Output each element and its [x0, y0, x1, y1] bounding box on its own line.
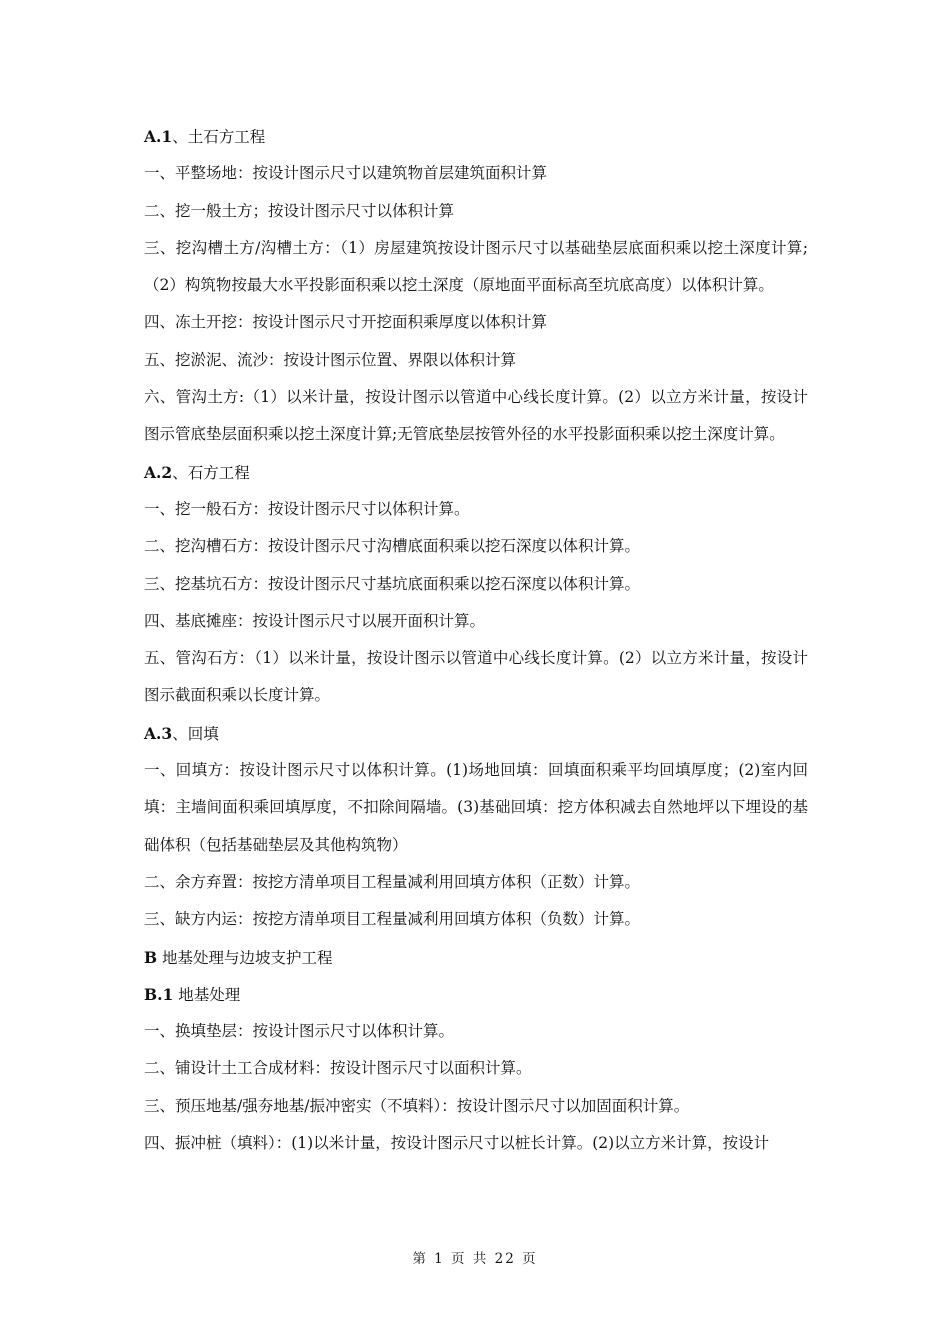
list-item: 三、挖基坑石方：按设计图示尺寸基坑底面积乘以挖石深度以体积计算。	[144, 574, 641, 593]
section-heading-b1	[144, 976, 808, 1013]
list-item: 二、余方弃置：按挖方清单项目工程量减利用回填方体积（正数）计算。	[144, 872, 641, 891]
section-heading-a1	[144, 118, 808, 155]
section-heading-a3	[144, 715, 808, 752]
section-heading-a2	[144, 454, 808, 491]
section-title: 、石方工程	[172, 463, 250, 482]
document-body	[144, 118, 808, 1162]
section-code: B	[144, 947, 158, 967]
section-title: 地基处理与边坡支护工程	[157, 948, 333, 967]
list-item: 二、挖沟槽石方：按设计图示尺寸沟槽底面积乘以挖石深度以体积计算。	[144, 537, 641, 556]
list-item: 一、回填方：按设计图示尺寸以体积计算。(1)场地回填：回填面积乘平均回填厚度；(2)室内回填：主墙间面积乘回填厚度，不扣除间隔墙。(3)基础回填：挖方体积减去自然地坪以下埋设的基础体积（包括基础垫层及其他构筑物）	[144, 761, 808, 854]
list-item: 三、缺方内运：按挖方清单项目工程量减利用回填方体积（负数）计算。	[144, 910, 641, 929]
section-code: A.1	[144, 127, 173, 146]
list-item: 一、换填垫层：按设计图示尺寸以体积计算。	[144, 1022, 455, 1041]
list-item: 四、振冲桩（填料）：(1)以米计量，按设计图示尺寸以桩长计算。(2)以立方米计算，按设计	[144, 1134, 770, 1153]
list-item: 五、挖淤泥、流沙：按设计图示位置、界限以体积计算	[144, 350, 517, 369]
section-title: 、回填	[172, 724, 219, 743]
section-code: A.3	[144, 723, 173, 743]
page-footer: 第 1 页 共 22 页	[412, 1251, 538, 1267]
section-code: A.2	[144, 462, 173, 482]
list-item: 三、挖沟槽土方/沟槽土方：（1）房屋建筑按设计图示尺寸以基础垫层底面积乘以挖土深度计算;（2）构筑物按最大水平投影面积乘以挖土深度（原地面平面标高至坑底高度）以体积计算。	[144, 238, 808, 295]
section-title: 地基处理	[173, 985, 241, 1004]
section-code: B.1	[144, 984, 174, 1004]
list-item: 一、平整场地：按设计图示尺寸以建筑物首层建筑面积计算	[144, 164, 548, 183]
list-item: 二、挖一般土方；按设计图示尺寸以体积计算	[144, 201, 455, 220]
section-heading-b	[144, 939, 808, 976]
list-item: 二、铺设计土工合成材料：按设计图示尺寸以面积计算。	[144, 1059, 532, 1078]
list-item: 四、冻土开挖：按设计图示尺寸开挖面积乘厚度以体积计算	[144, 313, 548, 332]
list-item: 六、管沟土方:（1）以米计量，按设计图示以管道中心线长度计算。(2）以立方米计量，按设计图示管底垫层面积乘以挖土深度计算;无管底垫层按管外径的水平投影面积乘以挖土深度计算。	[144, 388, 808, 444]
list-item: 三、预压地基/强夯地基/振冲密实（不填料）：按设计图示尺寸以加固面积计算。	[144, 1096, 690, 1115]
list-item: 一、挖一般石方：按设计图示尺寸以体积计算。	[144, 499, 470, 518]
list-item: 五、管沟石方：（1）以米计量，按设计图示以管道中心线长度计算。(2）以立方米计量，按设计图示截面积乘以长度计算。	[144, 649, 808, 705]
section-title: 、土石方工程	[172, 128, 266, 146]
list-item: 四、基底摊座：按设计图示尺寸以展开面积计算。	[144, 611, 486, 630]
